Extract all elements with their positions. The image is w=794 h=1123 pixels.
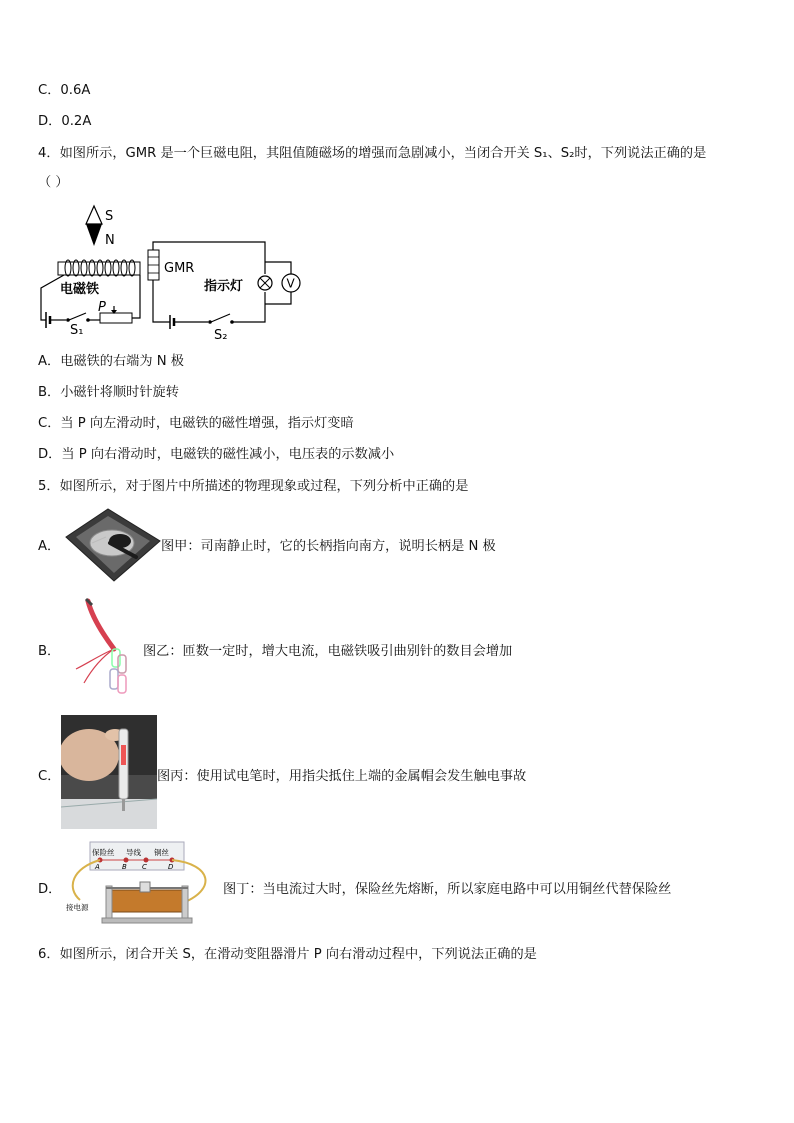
fuse-copper-wire-setup: [62, 840, 222, 926]
svg-text:D: D: [168, 863, 174, 871]
compass-n-label: N: [105, 233, 115, 248]
slider-p-label: P: [98, 300, 106, 315]
q4-option-a: A．电磁铁的右端为 N 极: [38, 354, 184, 369]
q5-option-a-text: 图甲：司南静止时，它的长柄指向南方，说明长柄是 N 极: [161, 539, 496, 554]
svg-text:保险丝: 保险丝: [92, 848, 115, 857]
q5-option-c-letter: C．: [38, 769, 61, 784]
q4-stem: 4．如图所示，GMR 是一个巨磁电阻，其阻值随磁场的增强而急剧减小，当闭合开关 S₁、S₂时，下列说法正确的是: [38, 146, 707, 161]
sinan-compass-image: [62, 507, 162, 583]
q5-option-d-text: 图丁：当电流过大时，保险丝先熔断，所以家庭电路中可以用铜丝代替保险丝: [223, 882, 672, 897]
electromagnet-paperclip-image: [68, 597, 138, 701]
svg-text:铜丝: 铜丝: [154, 848, 169, 857]
q5-option-c-text: 图丙：使用试电笔时，用指尖抵住上端的金属帽会发生触电事故: [157, 769, 527, 784]
q5-stem: 5．如图所示，对于图片中所描述的物理现象或过程，下列分析中正确的是: [38, 479, 469, 494]
compass-needle-n: [86, 224, 102, 246]
q5-option-a-letter: A．: [38, 539, 61, 554]
q5-option-b-text: 图乙：匝数一定时，增大电流，电磁铁吸引曲别针的数目会增加: [143, 644, 513, 659]
indicator-lamp-label: 指示灯: [204, 279, 244, 294]
compass-needle-s: [86, 206, 102, 224]
q6-stem: 6．如图所示，闭合开关 S，在滑动变阻器滑片 P 向右滑动过程中，下列说法正确的是: [38, 947, 537, 962]
compass-s-label: S: [105, 209, 114, 224]
q4-circuit-figure: [36, 202, 306, 344]
svg-text:B: B: [122, 863, 127, 871]
q5-option-b-letter: B．: [38, 644, 61, 659]
q4-option-d: D．当 P 向右滑动时，电磁铁的磁性减小，电压表的示数减小: [38, 447, 395, 462]
switch-s2-label: S₂: [214, 328, 228, 343]
test-pen-photo: [61, 715, 157, 829]
svg-text:A: A: [95, 863, 100, 871]
voltmeter-label: V: [286, 276, 295, 291]
q4-stem-bracket: （ ）: [38, 175, 69, 190]
option-c-prev: C．0.6A: [38, 83, 91, 98]
switch-s1-label: S₁: [70, 323, 84, 338]
option-d-prev: D．0.2A: [38, 114, 92, 129]
svg-text:导线: 导线: [126, 848, 141, 857]
q4-option-c: C．当 P 向左滑动时，电磁铁的磁性增强，指示灯变暗: [38, 416, 354, 431]
q5-option-d-letter: D．: [38, 882, 62, 897]
rheostat-device: [108, 890, 186, 912]
electromagnet-label: 电磁铁: [60, 282, 100, 297]
svg-text:接电源: 接电源: [66, 903, 89, 912]
q4-option-b: B．小磁针将顺时针旋转: [38, 385, 179, 400]
svg-text:C: C: [142, 863, 147, 871]
gmr-label: GMR: [164, 261, 195, 276]
